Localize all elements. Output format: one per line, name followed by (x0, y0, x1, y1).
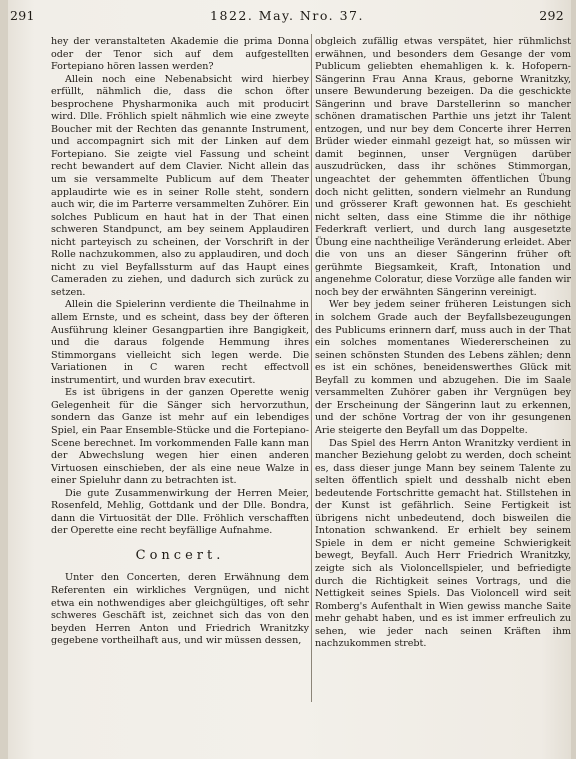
right-paragraph-3: Das Spiel des Herrn Anton Wranitzky verdient in mancher Beziehung gelobt zu werden, doch scheint es, dass dieser junge Mann bey seinem Talente zu selten öffentlich spielt und desshalb nicht eben bedeutende Fortschritte gemacht hat. Stillstehen in der Kunst ist gefährlich. Seine Fertigkeit ist übrigens nicht unbedeutend, doch bisweilen die Intonation schwankend. Er erhielt bey seinem Spiele in dem er nicht gemeine Schwierigkeit bewegt, Beyfall. Auch Herr Friedrich Wranitzky, zeigte sich als Violoncellspieler, und befriedigte durch die Richtigkeit seines Vortrags, und die Nettigkeit seines Spiels. Das Violoncell wird seit Romberg's Aufenthalt in Wien gewiss manche Saite mehr gehabt haben, und es ist immer erfreulich zu sehen, wie jeder nach seinen Kräften ihm nachzukommen strebt. (315, 437, 571, 650)
issue-date-header: 1822. May. Nro. 37. (210, 8, 364, 23)
left-paragraph-3: Allein die Spielerinn verdiente die Theilnahme in allem Ernste, und es scheint, dass bey der öfteren Ausführung kleiner Gesangpartien ihre Bangigkeit, und die daraus folgende Hemmung ihres Stimmorgans vielleicht sich legen werde. Die Variationen in C waren recht effectvoll instrumentirt, und wurden brav executirt. (51, 299, 309, 386)
column-divider (311, 34, 312, 702)
page-right-edge-shadow (571, 0, 576, 759)
right-column (315, 36, 571, 651)
page-header (10, 8, 564, 30)
left-column (51, 36, 309, 648)
right-paragraph-1: obgleich zufällig etwas verspätet, hier rühmlichst erwähnen, und besonders dem Gesange der vom Publicum geliebten ehemahligen k. k. Hofopern-Sängerinn Frau Anna Kraus, geborne Wranitzky, unsere Bewunderung bezeigen. Da die geschickte Sängerinn und brave Darstellerinn so mancher schönen dramatischen Parthie uns jetzt ihr Talent entzogen, und nur bey dem Concerte ihrer Herren Brüder wieder einmahl gezeigt hat, so müssen wir damit beginnen, unser Vergnügen darüber auszudrücken, dass ihr schönes Stimmorgan, ungeachtet der gehemmten öffentlichen Übung doch nicht gelitten, sondern vielmehr an Rundung und grösserer Kraft gewonnen hat. Es geschieht nicht selten, dass eine Stimme die ihr nöthige Federkraft verliert, und durch lang ausgesetzte Übung eine nachtheilige Veränderung erleidet. Aber die von uns an dieser Sängerinn früher oft gerühmte Biegsamkeit, Kraft, Intonation und angenehme Coloratur, diese Vorzüge alle fanden wir noch bey der erwähnten Sängerinn vereinigt. (315, 36, 572, 298)
page-left-edge-shadow (0, 0, 8, 759)
right-paragraph-2: Wer bey jedem seiner früheren Leistungen sich in solchem Grade auch der Beyfallsbezeugungen des Publicums erinnern darf, muss auch in der That ein solches momentanes Wiedererscheinen zu seinen schönsten Stunden des Lebens zählen; denn es ist ein schönes, beneidenswerthes Glück mit Beyfall zu kommen und abzugehen. Die im Saale versammelten Zuhörer gaben ihr Vergnügen bey der Erscheinung der Sängerinn laut zu erkennen, und der schöne Vortrag der von ihr gesungenen Arie steigerte den Beyfall um das Doppelte. (315, 299, 571, 436)
section-heading-concert: Concert. (135, 547, 225, 563)
concert-paragraph-1: Unter den Concerten, deren Erwähnung dem Referenten ein wirkliches Vergnügen, und nicht etwa ein nothwendiges aber gleichgültiges, oft sehr schweres Geschäft ist, zeichnet sich das von den beyden Herren Anton und Friedrich Wranitzky gegebene vortheilhaft aus, und wir müssen dessen, (51, 572, 309, 647)
left-paragraph-2: Allein noch eine Nebenabsicht wird hierbey erfüllt, nähmlich die, dass die schon öfter besprochene Physharmonika auch mit producirt wird. Dlle. Fröhlich spielt nähmlich wie eine zweyte Boucher mit der Rechten das genannte Instrument, und accompagnirt sich mit der Linken auf dem Fortepiano. Sie zeigte viel Fassung und scheint recht bewandert auf dem Clavier. Nicht allein das um sie versammelte Publicum auf dem Theater applaudirte wie es in seiner Rolle steht, sondern auch wir, die im Parterre versammelten Zuhörer. Ein solches Publicum en haut hat in der That einen schweren Standpunct, am bey seinem Applaudiren nicht parteyisch zu scheinen, der Vorschrift in der Rolle nachzukommen, also zu applaudiren, und doch nicht zu viel Beyfallssturm auf das Haupt eines Cameraden zu ziehen, und dadurch sich zurück zu setzen. (51, 73, 309, 298)
left-paragraph-5: Die gute Zusammenwirkung der Herren Meier, Rosenfeld, Mehlig, Gottdank und der Dlle. Bondra, dann die Virtuosität der Dlle. Fröhlich verschafften der Operette eine recht beyfällige Aufnahme. (51, 487, 309, 537)
right-page-number: 292 (539, 8, 564, 23)
left-paragraph-4: Es ist übrigens in der ganzen Operette wenig Gelegenheit für die Sänger sich hervorzuthun, sondern das Ganze ist mehr auf ein lebendiges Spiel, ein Paar Ensemble-Stücke und die Fortepiano-Scene berechnet. Im vorkommenden Falle kann man der Abwechslung wegen hier einen anderen Virtuosen einschieben, der als eine neue Walze in einer Spieluhr dann zu betrachten ist. (51, 387, 309, 487)
left-page-number: 291 (10, 8, 35, 23)
left-paragraph-1: hey der veranstalteten Akademie die prima Donna oder der Tenor sich auf dem aufgestellten Fortepiano hören lassen werden? (51, 36, 309, 73)
